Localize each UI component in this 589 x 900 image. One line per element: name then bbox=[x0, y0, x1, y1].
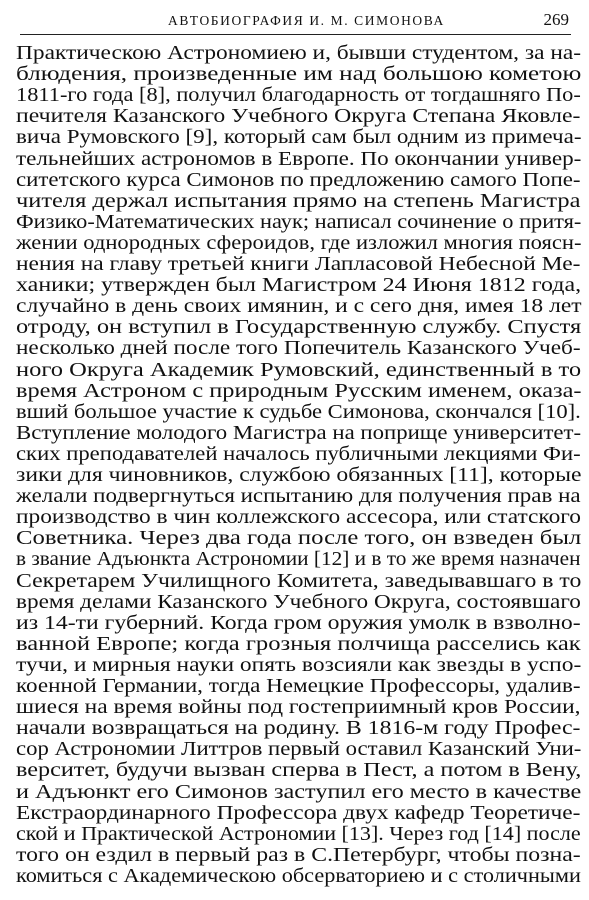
text-line: тучи, и мирныя науки опять возсияли как звезды в успо- bbox=[16, 653, 582, 676]
text-line: жении однородных сфероидов, где изложил многия поясн- bbox=[16, 231, 582, 254]
text-line: сор Астрономии Литтров первый оставил Казанский Уни- bbox=[16, 738, 582, 761]
text-line: ного Округа Академик Румовский, единственный в то bbox=[16, 358, 582, 381]
text-line: Практическою Астрономиею и, бывши студентом, за на- bbox=[16, 42, 582, 64]
text-line: Советника. Через два года после того, он взведен был bbox=[16, 527, 582, 550]
text-line: отроду, он вступил в Государственную службу. Спустя bbox=[16, 316, 582, 339]
running-title: АВТОБИОГРАФИЯ И. М. СИМОНОВА bbox=[168, 13, 445, 28]
text-line: блюдения, произведенные им над большою кометою bbox=[16, 63, 582, 86]
text-line: шиеся на время войны под гостеприимный кров России, bbox=[16, 696, 581, 719]
text-line: комиться с Академическою обсерваториею и с столичными bbox=[16, 864, 581, 887]
text-line: ханики; утвержден был Магистром 24 Июня 1812 года, bbox=[16, 274, 582, 297]
text-line: несколько дней после того Попечитель Казанского Учеб- bbox=[16, 337, 581, 360]
running-header bbox=[20, 6, 571, 35]
text-line: из 14-ти губерний. Когда гром оружия умолк в взволно- bbox=[16, 611, 581, 634]
text-line: Екстраординарного Профессора двух кафедр Теоретиче- bbox=[16, 801, 581, 824]
text-line: верситет, будучи вызван сперва в Пест, а потом в Вену, bbox=[16, 759, 582, 782]
text-line: время Астроном с природным Русским именем, оказа- bbox=[16, 379, 582, 402]
text-line: Вступление молодого Магистра на поприще университет- bbox=[16, 421, 582, 444]
text-line: время делами Казанского Учебного Округа, состоявшаго bbox=[16, 590, 581, 613]
text-line: 1811-го года [8], получил благодарность от тогдашняго По- bbox=[16, 84, 581, 107]
text-line: ских преподавателей началось публичными лекциями Фи- bbox=[16, 442, 581, 465]
text-line: печителя Казанского Учебного Округа Степана Яковле- bbox=[16, 105, 581, 128]
text-line: в звание Адъюнкта Астрономии [12] и в то же время назначен bbox=[16, 548, 581, 571]
text-line: Секретарем Училищного Комитета, заведывавшаго в то bbox=[16, 569, 582, 592]
text-line: коенной Германии, тогда Немецкие Профессоры, удалив- bbox=[16, 675, 581, 697]
text-line: зики для чиновников, службою обязанных [11], которые bbox=[16, 464, 582, 486]
text-line: чителя держал испытания прямо на степень Магистра bbox=[16, 189, 581, 212]
text-line: тельнейших астрономов в Европе. По окончании универ- bbox=[16, 147, 582, 170]
page-number: 269 bbox=[543, 10, 569, 29]
text-line: производство в чин коллежского ассесора, или статского bbox=[16, 506, 582, 529]
text-line: и Адъюнкт его Симонов заступил его место в качестве bbox=[16, 780, 582, 803]
text-line: ванной Европе; когда грозныя полчища расселись как bbox=[16, 632, 581, 655]
text-line: того он ездил в первый раз в С.Петербург, чтобы позна- bbox=[16, 843, 581, 866]
text-line: нения на главу третьей книги Лапласовой Небесной Ме- bbox=[16, 253, 581, 275]
text-line: ской и Практической Астрономии [13]. Через год [14] после bbox=[16, 822, 581, 845]
text-line: вший большое участие к судьбе Симонова, скончался [10]. bbox=[16, 400, 581, 423]
text-line: случайно в день своих имянин, и с сего дня, имея 18 лет bbox=[16, 295, 582, 318]
text-line: желали подвергнуться испытанию для получения прав на bbox=[16, 485, 581, 508]
text-line: Физико-Математических наук; написал сочинение о притя- bbox=[16, 210, 582, 233]
text-line: ситетского курса Симонов по предложению самого Попе- bbox=[16, 168, 581, 191]
text-line: вича Румовского [9], который сам был одним из примеча- bbox=[16, 126, 582, 149]
text-line: начали возвращаться на родину. В 1816-м году Профес- bbox=[16, 717, 581, 740]
